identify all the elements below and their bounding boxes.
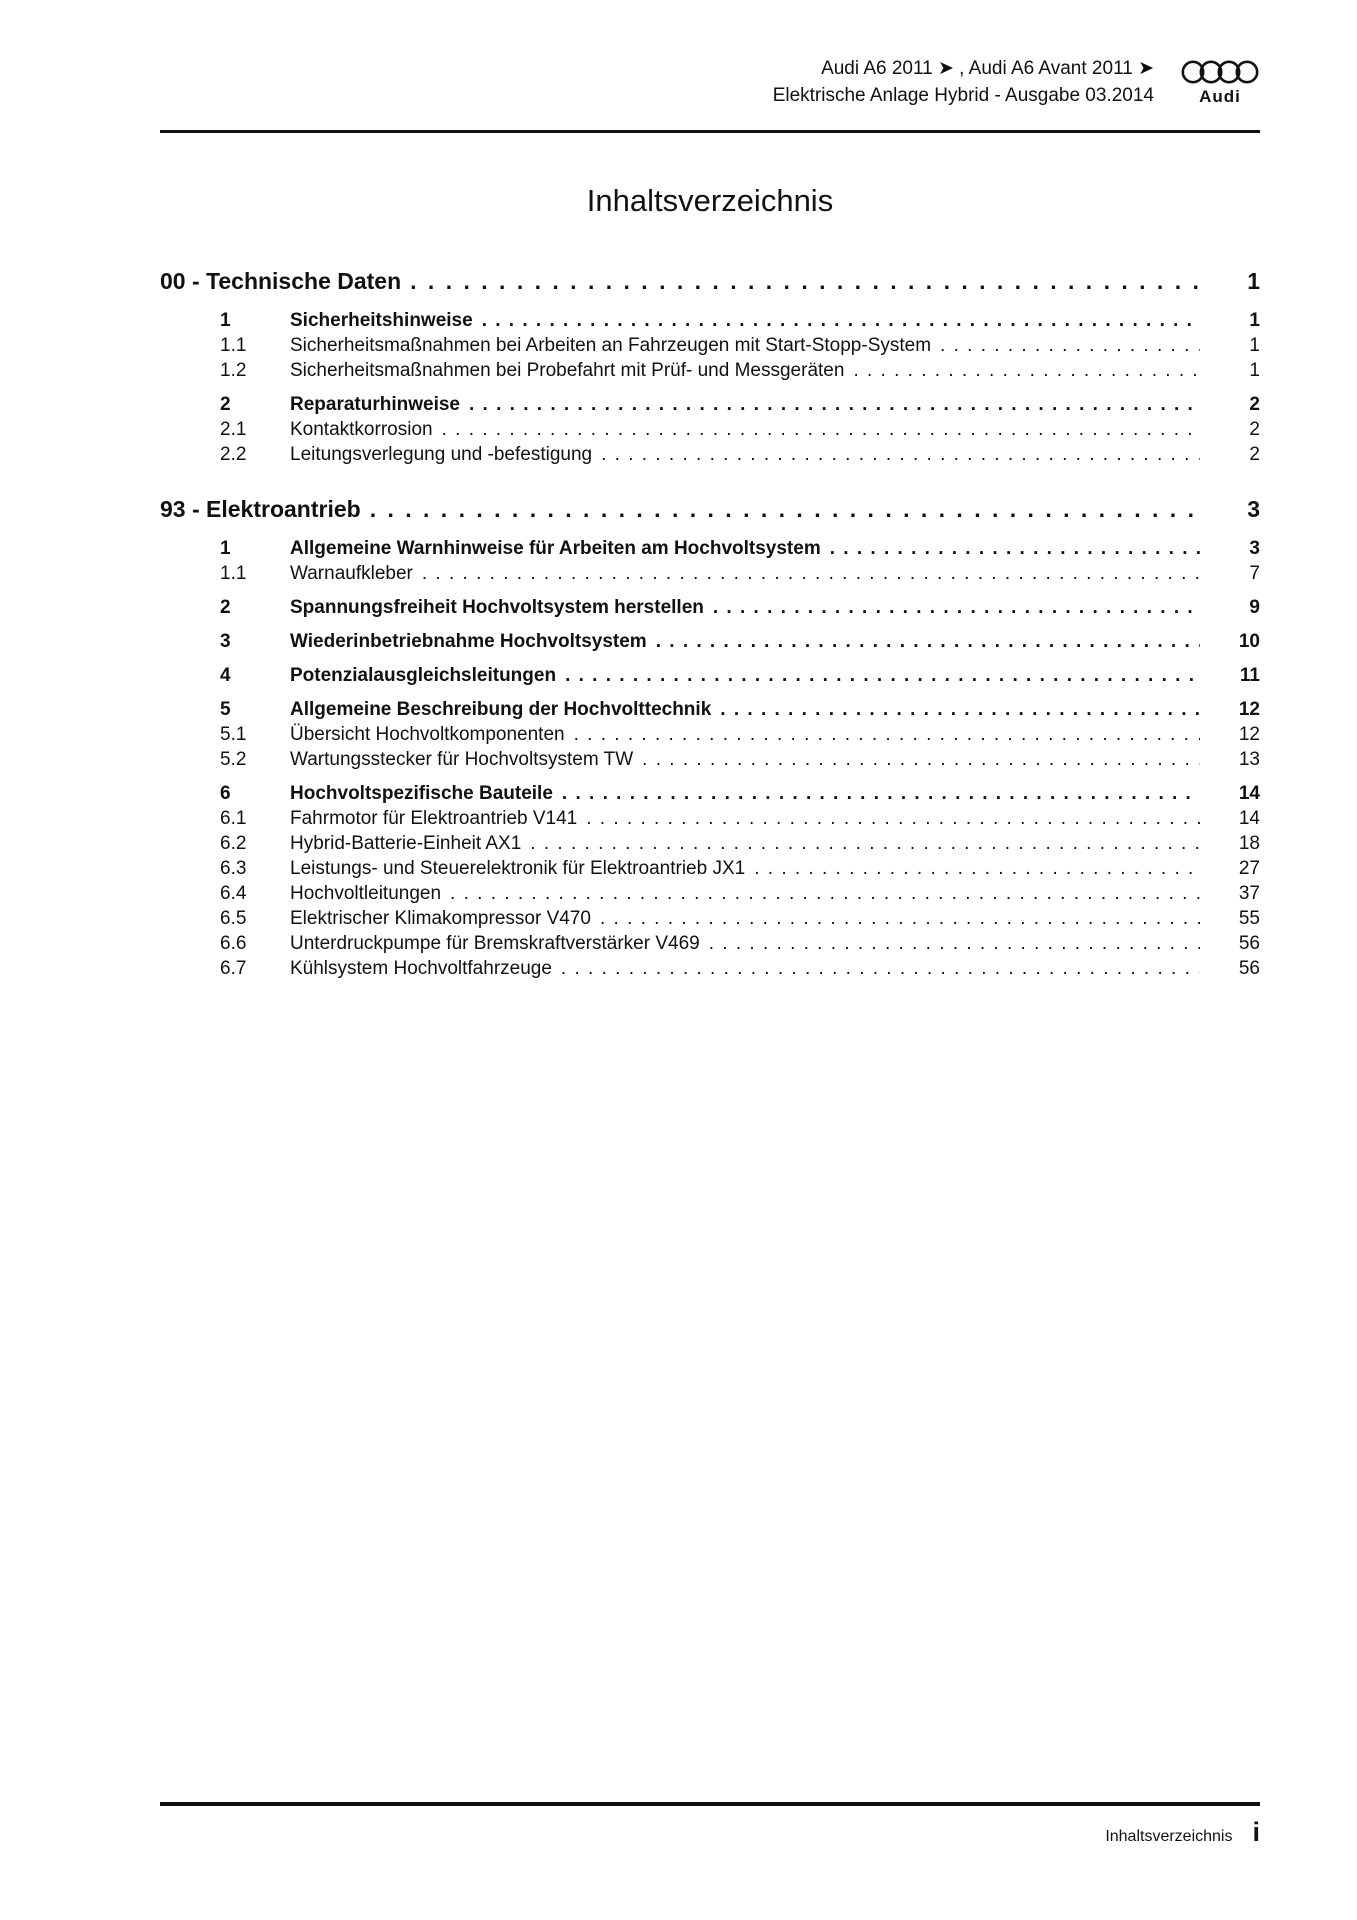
toc-entry-number: 2.2 <box>220 444 247 465</box>
dot-leader <box>442 417 1200 442</box>
toc-entry-title: Warnaufkleber <box>290 563 413 584</box>
toc-entry <box>160 561 1260 586</box>
toc-entry <box>160 663 1260 688</box>
dot-leader <box>562 781 1200 806</box>
toc-entry-number: 6.3 <box>220 858 247 879</box>
toc-section <box>160 494 1260 981</box>
footer-page-number: i <box>1252 1817 1260 1847</box>
toc-page-number: 2 <box>1249 419 1260 440</box>
toc-section-entries <box>160 536 1260 981</box>
toc-page-number: 9 <box>1249 597 1260 618</box>
audi-rings-icon <box>1181 59 1259 85</box>
toc-entry-title: Sicherheitshinweise <box>290 310 473 331</box>
dot-leader <box>656 629 1200 654</box>
toc-entry-title: Kühlsystem Hochvoltfahrzeuge <box>290 958 552 979</box>
toc-entry <box>160 595 1260 620</box>
toc-entry-title: Potenzialausgleichsleitungen <box>290 665 557 686</box>
toc-entry-title: Kontaktkorrosion <box>290 419 433 440</box>
toc-page-number: 1 <box>1249 310 1260 331</box>
toc-entry-number: 5.1 <box>220 724 247 745</box>
toc-entry-number: 6.1 <box>220 808 247 829</box>
toc-page-number: 55 <box>1238 908 1260 929</box>
toc-page-number: 1 <box>1249 335 1260 356</box>
toc-entry-number: 5.2 <box>220 749 247 770</box>
toc-entry-title: Allgemeine Beschreibung der Hochvolttechnik <box>290 699 712 720</box>
toc-section-title: 00 - Technische Daten <box>160 268 402 294</box>
header-text <box>773 55 1154 109</box>
toc-entry-number: 5 <box>220 699 231 720</box>
toc-page-number: 56 <box>1238 933 1260 954</box>
toc-entry-title: Wiederinbetriebnahme Hochvoltsystem <box>290 631 647 652</box>
toc-entry-title: Fahrmotor für Elektroantrieb V141 <box>290 808 578 829</box>
toc-page-number: 27 <box>1238 858 1260 879</box>
dot-leader <box>565 663 1200 688</box>
dot-leader <box>709 931 1200 956</box>
toc-page-number: 10 <box>1238 631 1260 652</box>
toc-page-number: 2 <box>1249 394 1260 415</box>
toc-entry <box>160 856 1260 881</box>
toc-entry <box>160 781 1260 806</box>
dot-leader <box>600 906 1200 931</box>
toc-entry-title: Wartungsstecker für Hochvoltsystem TW <box>290 749 634 770</box>
toc-page-number: 2 <box>1249 444 1260 465</box>
toc-page-number: 37 <box>1238 883 1260 904</box>
toc-entry-number: 1.1 <box>220 563 247 584</box>
toc-entry <box>160 956 1260 981</box>
audi-wordmark: Audi <box>1199 87 1241 106</box>
toc-entry-number: 2 <box>220 394 231 415</box>
toc-entry-number: 4 <box>220 665 231 686</box>
dot-leader <box>853 358 1200 383</box>
page-header <box>160 55 1260 109</box>
dot-leader <box>586 806 1200 831</box>
toc-entry-title: Leitungsverlegung und -befestigung <box>290 444 593 465</box>
dot-leader <box>469 392 1200 417</box>
toc-page-number: 14 <box>1238 783 1260 804</box>
toc-page-number: 13 <box>1238 749 1260 770</box>
toc-entry <box>160 697 1260 722</box>
toc-entry-number: 1.2 <box>220 360 247 381</box>
footer-label: Inhaltsverzeichnis <box>1105 1828 1233 1845</box>
toc-page-number: 12 <box>1238 724 1260 745</box>
toc-entry <box>160 881 1260 906</box>
dot-leader <box>530 831 1200 856</box>
toc-entry-title: Spannungsfreiheit Hochvoltsystem herstellen <box>290 597 704 618</box>
toc-entry-number: 6.6 <box>220 933 247 954</box>
toc-entry-number: 1.1 <box>220 335 247 356</box>
toc-entry <box>160 536 1260 561</box>
toc-entry <box>160 722 1260 747</box>
toc-entry-number: 6.4 <box>220 883 247 904</box>
dot-leader <box>482 308 1200 333</box>
dot-leader <box>720 697 1200 722</box>
toc-section-entries <box>160 308 1260 467</box>
toc-entry <box>160 806 1260 831</box>
dot-leader <box>713 595 1200 620</box>
toc-entry-title: Elektrischer Klimakompressor V470 <box>290 908 591 929</box>
toc-section-heading <box>160 494 1260 525</box>
toc-entry <box>160 417 1260 442</box>
toc-section-title: 93 - Elektroantrieb <box>160 496 361 522</box>
toc-entry <box>160 931 1260 956</box>
toc-entry <box>160 747 1260 772</box>
toc-section-heading <box>160 266 1260 297</box>
page-title: Inhaltsverzeichnis <box>586 183 834 218</box>
table-of-contents <box>160 266 1260 981</box>
toc-entry-title: Sicherheitsmaßnahmen bei Probefahrt mit Prüf- und Messgeräten <box>290 360 845 381</box>
dot-leader <box>450 881 1200 906</box>
dot-leader <box>940 333 1200 358</box>
toc-entry-number: 6.5 <box>220 908 247 929</box>
toc-entry <box>160 906 1260 931</box>
dot-leader <box>370 494 1200 525</box>
toc-entry-title: Allgemeine Warnhinweise für Arbeiten am Hochvoltsystem <box>290 538 821 559</box>
audi-logo <box>1180 55 1260 107</box>
toc-entry-number: 2.1 <box>220 419 247 440</box>
toc-page-number: 3 <box>1247 496 1260 522</box>
dot-leader <box>561 956 1200 981</box>
toc-entry-title: Übersicht Hochvoltkomponenten <box>290 724 565 745</box>
toc-entry <box>160 831 1260 856</box>
toc-entry-title: Unterdruckpumpe für Bremskraftverstärker V469 <box>290 933 700 954</box>
toc-entry-number: 2 <box>220 597 231 618</box>
toc-entry-number: 6.7 <box>220 958 247 979</box>
dot-leader <box>422 561 1200 586</box>
dot-leader <box>574 722 1200 747</box>
toc-page-number: 1 <box>1247 268 1260 294</box>
toc-entry-number: 1 <box>220 538 231 559</box>
dot-leader <box>601 442 1200 467</box>
toc-entry-number: 6.2 <box>220 833 247 854</box>
toc-entry <box>160 333 1260 358</box>
toc-entry-title: Hochvoltleitungen <box>290 883 442 904</box>
toc-entry-title: Leistungs- und Steuerelektronik für Elektroantrieb JX1 <box>290 858 746 879</box>
header-rule <box>160 130 1260 133</box>
toc-entry <box>160 392 1260 417</box>
header-model-line: Audi A6 2011 ➤ , Audi A6 Avant 2011 ➤ <box>821 58 1154 79</box>
toc-entry <box>160 442 1260 467</box>
toc-page-number: 18 <box>1238 833 1260 854</box>
toc-entry-title: Sicherheitsmaßnahmen bei Arbeiten an Fahrzeugen mit Start-Stopp-System <box>290 335 932 356</box>
toc-page-number: 1 <box>1249 360 1260 381</box>
dot-leader <box>830 536 1200 561</box>
toc-entry-title: Hochvoltspezifische Bauteile <box>290 783 553 804</box>
page-footer <box>160 1814 1260 1850</box>
toc-page-number: 14 <box>1238 808 1260 829</box>
toc-entry <box>160 308 1260 333</box>
toc-page-number: 56 <box>1238 958 1260 979</box>
dot-leader <box>754 856 1200 881</box>
toc-entry-number: 6 <box>220 783 231 804</box>
dot-leader <box>410 266 1200 297</box>
toc-entry-title: Reparaturhinweise <box>290 394 460 415</box>
footer-rule <box>160 1802 1260 1806</box>
toc-page-number: 7 <box>1249 563 1260 584</box>
toc-entry <box>160 358 1260 383</box>
toc-entry-title: Hybrid-Batterie-Einheit AX1 <box>290 833 522 854</box>
toc-section <box>160 266 1260 467</box>
toc-page-number: 12 <box>1238 699 1260 720</box>
toc-entry <box>160 629 1260 654</box>
toc-entry-number: 1 <box>220 310 231 331</box>
toc-page-number: 11 <box>1239 665 1260 686</box>
toc-page-number: 3 <box>1249 538 1260 559</box>
header-edition-line: Elektrische Anlage Hybrid - Ausgabe 03.2014 <box>772 85 1154 106</box>
toc-entry-number: 3 <box>220 631 231 652</box>
dot-leader <box>642 747 1200 772</box>
